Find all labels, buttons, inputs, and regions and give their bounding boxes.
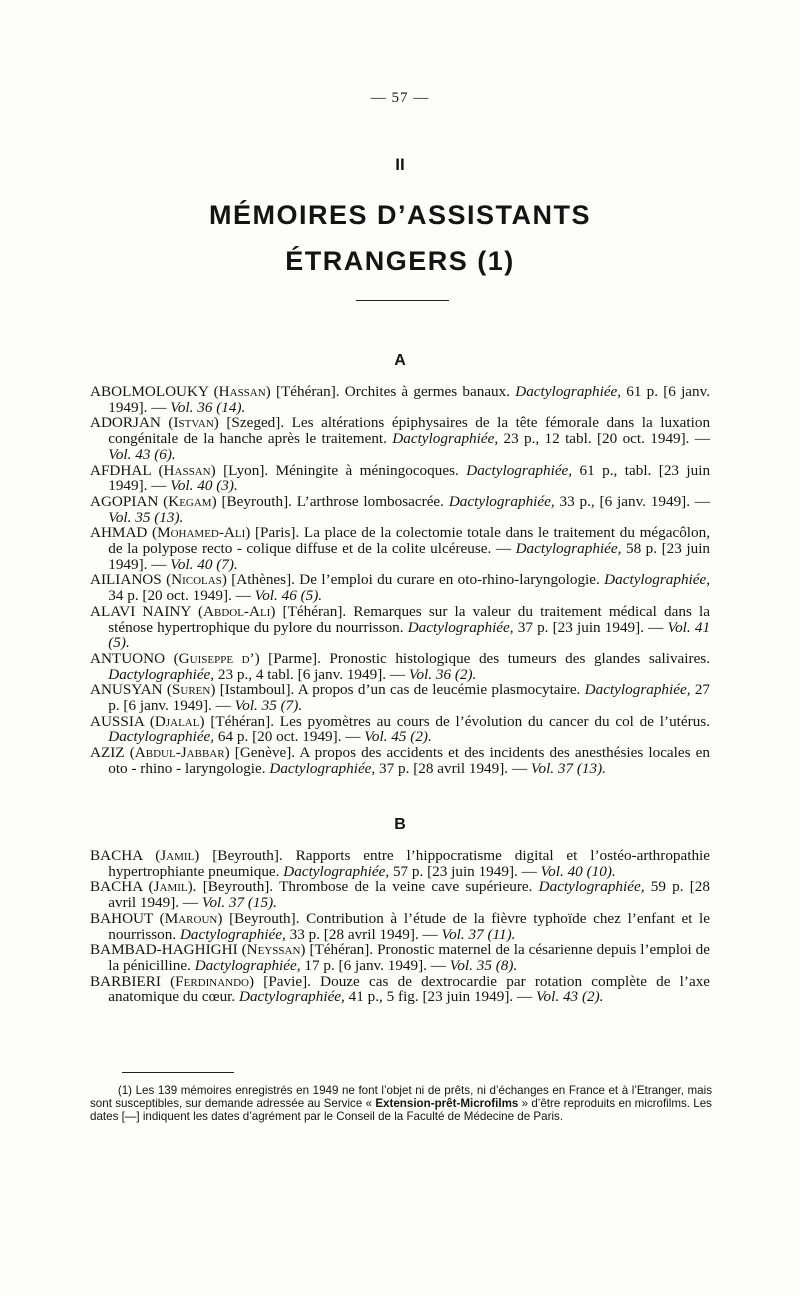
author-name: BACHA — [90, 878, 143, 896]
volume-ref: Vol. 37 (11). — [441, 925, 516, 943]
publication-details: 61 p., tabl. [23 juin 1949]. — — [108, 461, 711, 495]
author-first-name: (Abdul-Jabbar) — [129, 744, 230, 762]
author-name: AZIZ — [90, 744, 125, 762]
city: [Beyrouth]. — [229, 909, 300, 927]
entry — [90, 651, 710, 682]
volume-ref: Vol. 46 (5). — [254, 587, 323, 605]
thesis-title: De l’emploi du curare en oto-rhino-laryngologie. — [299, 571, 600, 589]
section-letter-b: B — [394, 816, 406, 833]
publication-details: 33 p. [28 avril 1949]. — — [289, 925, 438, 943]
entry — [90, 745, 710, 776]
publication-type: Dactylographiée, — [604, 571, 711, 589]
city: [Téhéran]. — [309, 941, 374, 959]
volume-ref: Vol. 45 (2). — [364, 728, 432, 746]
publication-type: Dactylographiée, — [269, 759, 376, 777]
publication-type: Dactylographiée, — [448, 492, 555, 510]
publication-type: Dactylographiée, — [466, 461, 573, 479]
thesis-title: Contribution à l’étude de la fièvre typhoïde chez l’enfant et le nourrisson. — [108, 909, 711, 943]
volume-ref: Vol. 41 (5). — [108, 618, 711, 652]
author-name: ANUSYAN — [90, 681, 163, 699]
title-rule — [356, 300, 449, 301]
entry-list-a — [90, 384, 710, 777]
entry — [90, 974, 710, 1005]
author-name: BAMBAD-HAGHIGHI — [90, 941, 238, 959]
publication-details: 41 p., 5 fig. [23 juin 1949]. — — [348, 988, 533, 1006]
entry — [90, 415, 710, 462]
page-title — [0, 192, 800, 284]
publication-details: 58 p. [23 juin 1949]. — — [108, 540, 711, 573]
city: [Paris]. — [254, 524, 300, 542]
publication-type: Dactylographiée, — [108, 728, 215, 746]
author-first-name: (Mohamed-Ali) — [152, 524, 251, 542]
author-first-name: (Suren) — [166, 681, 216, 699]
publication-details: 33 p., [6 janv. 1949]. — — [559, 492, 711, 510]
publication-type: Dactylographiée, — [407, 618, 514, 636]
section-numeral: II — [395, 155, 405, 174]
publication-details: 23 p., 4 tabl. [6 janv. 1949]. — — [217, 665, 406, 683]
volume-ref: Vol. 37 (15). — [201, 894, 277, 912]
volume-ref: Vol. 40 (10). — [540, 862, 616, 880]
publication-type: Dactylographiée, — [283, 862, 390, 880]
publication-type: Dactylographiée, — [538, 878, 645, 896]
entry — [90, 682, 710, 713]
publication-details: 37 p. [28 avril 1949]. — — [379, 759, 528, 777]
volume-ref: Vol. 36 (2). — [408, 665, 477, 683]
author-first-name: (Abdol-Ali) — [197, 602, 276, 620]
city: [Lyon]. — [223, 461, 269, 479]
author-first-name: (Guiseppe d’) — [173, 649, 260, 667]
footnote-service: Extension-prêt-Microfilms — [375, 1097, 519, 1111]
volume-ref: Vol. 35 (13). — [108, 508, 184, 526]
author-first-name: (Istvan) — [168, 414, 219, 432]
publication-details: 57 p. [23 juin 1949]. — — [392, 862, 537, 880]
publication-details: 23 p., 12 tabl. [20 oct. 1949]. — — [503, 430, 711, 448]
author-first-name: (Hassan) — [213, 383, 271, 400]
entry — [90, 572, 710, 603]
publication-type: Dactylographiée, — [108, 665, 215, 683]
thesis-title: A propos d’un cas de leucémie plasmocytaire. — [297, 681, 581, 699]
entry — [90, 463, 710, 494]
publication-details: 17 p. [6 janv. 1949]. — — [304, 956, 446, 974]
footnote-lead: (1) Les 139 mémoires enregistrés en 1949 ne font l’objet ni de prêts, ni d’échanges en France et à l’Etranger, mais sont susceptibles, sur demande adressée au Service « — [90, 1084, 712, 1111]
author-name: BAHOUT — [90, 909, 154, 927]
author-name: BARBIERI — [90, 972, 161, 990]
entry — [90, 848, 710, 879]
city: [Szeged]. — [226, 414, 285, 432]
author-name: AGOPIAN — [90, 492, 159, 510]
thesis-title: Thrombose de la veine cave supérieure. — [279, 878, 533, 896]
thesis-title: Méningite à méningocoques. — [275, 461, 459, 479]
publication-type: Dactylographiée, — [515, 383, 622, 400]
author-name: AUSSIA — [90, 712, 145, 730]
author-first-name: (Maroun) — [159, 909, 223, 927]
city: [Istamboul]. — [219, 681, 295, 699]
entry — [90, 714, 710, 745]
title-line-2: ÉTRANGERS (1) — [285, 246, 515, 276]
publication-type: Dactylographiée, — [179, 925, 286, 943]
thesis-title: Pronostic histologique des tumeurs des glandes salivaires. — [329, 649, 711, 667]
author-first-name: (Neyssan) — [241, 941, 306, 959]
thesis-title: La place de la colectomie totale dans le traitement du mégacôlon, de la polypose recto - colique diffuse et de la colite ulcéreuse. — — [108, 524, 711, 558]
author-first-name: (Hassan) — [158, 461, 216, 479]
page-number: — 57 — — [370, 90, 430, 106]
thesis-title: Les pyomètres au cours de l’évolution du cancer du col de l’utérus. — [279, 712, 710, 730]
footnote-rule — [122, 1072, 234, 1073]
city: [Beyrouth]. — [221, 492, 292, 510]
author-first-name: (Jamil). — [148, 878, 197, 896]
author-name: ADORJAN — [90, 414, 161, 432]
author-name: BACHA — [90, 847, 143, 864]
volume-ref: Vol. 37 (13). — [530, 759, 606, 777]
entry — [90, 525, 710, 572]
volume-ref: Vol. 35 (7). — [234, 697, 303, 715]
author-name: ALAVI NAINY — [90, 602, 191, 620]
author-first-name: (Djalal) — [149, 712, 205, 730]
entry — [90, 604, 710, 651]
entry — [90, 879, 710, 910]
thesis-title: A propos des accidents et des incidents des anesthésies locales en oto - rhino - laryngologie. — [108, 744, 711, 777]
publication-type: Dactylographiée, — [238, 988, 345, 1006]
volume-ref: Vol. 43 (6). — [108, 445, 176, 463]
thesis-title: Orchites à germes banaux. — [344, 383, 511, 400]
volume-ref: Vol. 40 (3). — [170, 477, 238, 495]
city: [Beyrouth]. — [212, 847, 283, 864]
entry-list-b — [90, 848, 710, 1005]
volume-ref: Vol. 43 (2). — [535, 988, 604, 1006]
author-first-name: (Kegam) — [163, 492, 217, 510]
author-first-name: (Nicolas) — [166, 571, 227, 589]
thesis-title: Douze cas de dextrocardie par rotation complète de l’axe anatomique du cœur. — [108, 972, 711, 1006]
entry — [90, 911, 710, 942]
thesis-title: Remarques sur la valeur du traitement médical dans la sténose hypertrophique du pylore du nourrisson. — [108, 602, 710, 636]
author-name: ANTUONO — [90, 649, 166, 667]
volume-ref: Vol. 35 (8). — [449, 956, 518, 974]
publication-details: 61 p. [6 janv. 1949]. — — [108, 383, 711, 416]
publication-type: Dactylographiée, — [194, 956, 301, 974]
publication-type: Dactylographiée, — [515, 540, 622, 558]
city: [Téhéran]. — [275, 383, 340, 400]
city: [Pavie]. — [263, 972, 311, 990]
publication-details: 37 p. [23 juin 1949]. — — [517, 618, 664, 636]
title-line-1: MÉMOIRES D’ASSISTANTS — [208, 200, 592, 230]
city: [Genève]. — [234, 744, 296, 762]
author-name: AFDHAL — [90, 461, 152, 479]
volume-ref: Vol. 40 (7). — [170, 555, 238, 573]
publication-details: 27 p. [6 janv. 1949]. — — [108, 681, 711, 715]
city: [Téhéran]. — [210, 712, 274, 730]
volume-ref: Vol. 36 (14). — [170, 398, 246, 416]
publication-type: Dactylographiée, — [392, 430, 499, 448]
entry — [90, 494, 710, 525]
thesis-title: Les altérations épiphysaires de la tête fémorale dans la luxation congénitale de la hanche après le traitement. — [108, 414, 711, 448]
author-name: AHMAD — [90, 524, 148, 542]
footnote-tail: » d’être reproduits en microfilms. Les dates [—] indiquent les dates d’agrément par le Conseil de la Faculté de Médecine de Paris. — [90, 1097, 712, 1124]
city: [Parme]. — [268, 649, 321, 667]
thesis-title: Rapports entre l’hippocratisme digital et l’ostéo-arthropathie hypertrophiante pneumique. — [108, 847, 711, 880]
city: [Beyrouth]. — [202, 878, 274, 896]
publication-details: 64 p. [20 oct. 1949]. — — [217, 728, 361, 746]
author-first-name: (Ferdinando) — [170, 972, 255, 990]
publication-details: 59 p. [28 avril 1949]. — — [108, 878, 710, 912]
thesis-title: L’arthrose lombosacrée. — [296, 492, 444, 510]
footnote — [90, 1084, 712, 1124]
author-name: ABOLMOLOUKY — [90, 383, 209, 400]
city: [Athènes]. — [231, 571, 295, 589]
entry — [90, 942, 710, 973]
publication-type: Dactylographiée, — [584, 681, 691, 699]
thesis-title: Pronostic maternel de la césarienne depuis l’emploi de la pénicilline. — [108, 941, 711, 974]
city: [Téhéran]. — [282, 602, 347, 620]
section-letter-a: A — [394, 352, 406, 369]
author-name: AILIANOS — [90, 571, 162, 589]
author-first-name: (Jamil) — [155, 847, 200, 864]
publication-details: 34 p. [20 oct. 1949]. — — [108, 587, 251, 605]
entry — [90, 384, 710, 415]
